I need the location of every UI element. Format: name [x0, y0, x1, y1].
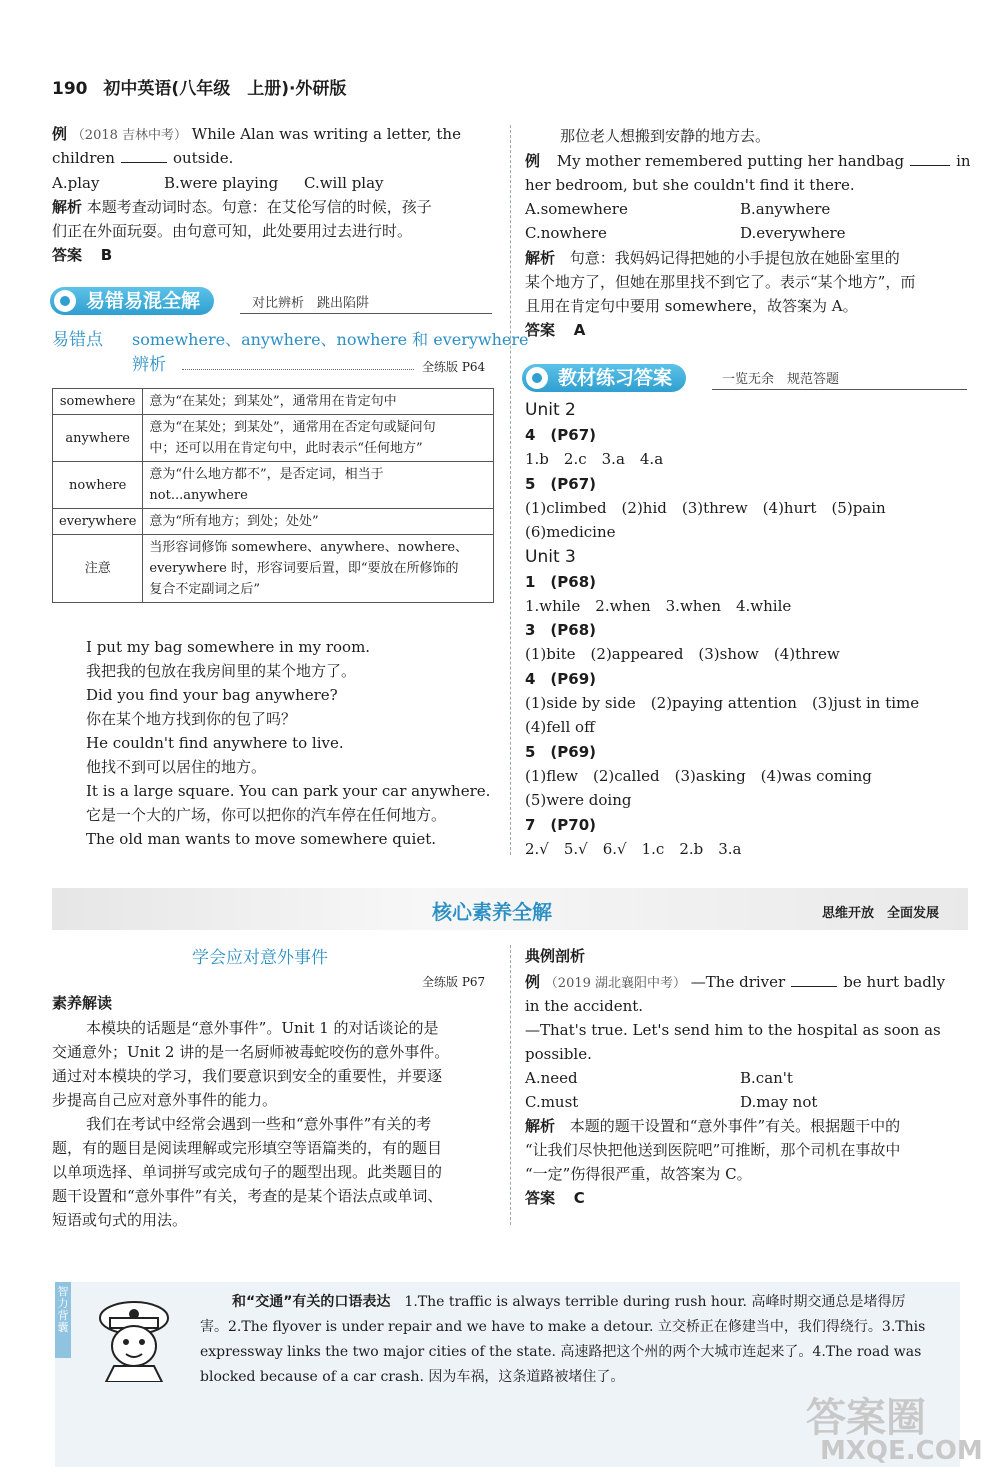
right-example-line2: her bedroom, but she couldn't find it there.: [525, 176, 855, 194]
tip-line-4: blocked because of a car crash. 因为车祸，这条道路被堵住了。: [200, 1369, 625, 1385]
answer-line: (5)were doing: [525, 791, 632, 810]
table-key: 注意: [53, 535, 143, 603]
core-left-source: 全练版 P67: [422, 975, 486, 989]
core-left-title: 学会应对意外事件: [192, 948, 328, 968]
core-band: [52, 888, 968, 930]
section-title-confusion: 易错易混全解: [50, 287, 214, 315]
point-label: 易错点: [52, 330, 103, 350]
table-value: 意为“什么地方都不”，是否定词，相当于 not...anywhere: [143, 462, 494, 509]
right-option-d: D.everywhere: [740, 224, 846, 242]
core-example-line3: —That's true. Let's send him to the hospital as soon as: [525, 1021, 941, 1039]
table-key: everywhere: [53, 509, 143, 535]
tip-tab: 智力背囊: [55, 1282, 71, 1358]
dotted-leader: [182, 369, 414, 370]
usage-example: 他找不到可以居住的地方。: [86, 758, 267, 776]
watermark-url: MXQE.COM: [820, 1436, 983, 1466]
tip-line-2: 害。2.The flyover is under repair and we have to make a detour. 立交桥正在修建当中，我们得绕行。3.This: [200, 1319, 926, 1335]
answer-line: 1.b 2.c 3.a 4.a: [525, 450, 664, 469]
left-example-line2: children outside.: [52, 149, 234, 167]
table-row: [53, 389, 494, 415]
page-header: [52, 74, 346, 99]
table-row: [53, 462, 494, 509]
section-rule: [712, 389, 967, 390]
right-analysis-1: 解析 句意：我妈妈记得把她的小手提包放在她卧室里的: [525, 249, 900, 267]
usage-example: It is a large square. You can park your car anywhere.: [86, 782, 491, 800]
usage-example: I put my bag somewhere in my room.: [86, 638, 371, 656]
core-option-b: B.can't: [740, 1069, 793, 1087]
table-key: somewhere: [53, 389, 143, 415]
section-rule: [240, 313, 492, 314]
core-left-line: 步提高自己应对意外事件的能力。: [52, 1091, 278, 1109]
core-left-line: 题干设置和“意外事件”有关，考查的是某个语法点或单词、: [52, 1187, 443, 1205]
tip-line-3: expressway links the two major cities of the state. 高速路把这个州的两个大城市连起来了。4.The road was: [200, 1344, 922, 1360]
core-example-line4: possible.: [525, 1045, 592, 1063]
core-subtitle: 思维开放 全面发展: [822, 906, 940, 921]
core-right-head: 典例剖析: [525, 947, 586, 965]
right-analysis-2: 某个地方了，但她在那里找不到它了。表示“某个地方”，而: [525, 273, 916, 291]
section-subtitle-confusion: 对比辨析 跳出陷阱: [252, 296, 370, 311]
police-cartoon-icon: [86, 1290, 182, 1382]
table-row: [53, 535, 494, 603]
tip-line-1: 和“交通”有关的口语表达 1.The traffic is always terrible during rush hour. 高峰时期交通总是堵得厉: [232, 1294, 906, 1310]
watermark-logo: 答案圈: [806, 1395, 926, 1441]
core-left-line: 通过对本模块的学习，我们要意识到安全的重要性，并要逐: [52, 1067, 443, 1085]
answer-blank: [791, 972, 837, 987]
page-number: 190: [52, 79, 88, 99]
usage-example: 它是一个大的广场，你可以把你的汽车停在任何地方。: [86, 806, 447, 824]
core-left-head: 素养解读: [52, 994, 113, 1012]
right-option-c: C.nowhere: [525, 224, 607, 242]
exercise-heading: 1 (P68): [525, 572, 597, 591]
core-left-line: 交通意外；Unit 2 讲的是一名厨师被毒蛇咬伤的意外事件。: [52, 1043, 450, 1061]
exercise-heading: 3 (P68): [525, 621, 597, 640]
right-option-a: A.somewhere: [525, 200, 628, 218]
core-title: 核心素养全解: [432, 900, 552, 924]
core-analysis-3: “一定”伤得很严重，故答案为 C。: [525, 1165, 752, 1183]
exercise-heading: 4 (P69): [525, 669, 597, 688]
usage-example: Did you find your bag anywhere?: [86, 686, 338, 704]
unit-heading: Unit 3: [525, 546, 576, 567]
left-answer: 答案 B: [52, 246, 113, 264]
point-source: 全练版 P64: [422, 360, 486, 374]
right-analysis-3: 且用在肯定句中要用 somewhere，故答案为 A。: [525, 297, 858, 315]
core-left-line: 以单项选择、单词拼写或完成句子的题型出现。此类题目的: [52, 1163, 443, 1181]
exercise-heading: 5 (P69): [525, 742, 597, 761]
exercise-heading: 4 (P67): [525, 426, 597, 444]
core-option-c: C.must: [525, 1093, 579, 1111]
section-subtitle-answers: 一览无余 规范答题: [722, 372, 840, 387]
table-value: 当形容词修饰 somewhere、anywhere、nowhere、 everywhere 时，形容词要后置，即“要放在所修饰的 复合不定副词之后”: [143, 535, 494, 603]
table-row: [53, 509, 494, 535]
table-row: [53, 415, 494, 462]
right-translation: 那位老人想搬到安静的地方去。: [560, 127, 771, 145]
core-option-a: A.need: [525, 1069, 578, 1087]
answer-line: (1)side by side (2)paying attention (3)just in time: [525, 694, 920, 712]
table-key: anywhere: [53, 415, 143, 462]
core-answer: 答案 C: [525, 1189, 585, 1207]
left-analysis-2: 们正在外面玩耍。由句意可知，此处要用过去进行时。: [52, 222, 413, 240]
column-divider-top: [510, 125, 511, 855]
table-key: nowhere: [53, 462, 143, 509]
unit-heading: Unit 2: [525, 400, 576, 420]
answer-line: 2.√ 5.√ 6.√ 1.c 2.b 3.a: [525, 839, 742, 858]
answer-line: (1)bite (2)appeared (3)show (4)threw: [525, 645, 840, 664]
answer-line: (1)climbed (2)hid (3)threw (4)hurt (5)pain: [525, 498, 886, 517]
answer-line: (6)medicine: [525, 523, 616, 542]
core-left-line: 本模块的话题是“意外事件”。Unit 1 的对话谈论的是: [86, 1019, 439, 1037]
section-title-answers: 教材练习答案: [522, 364, 686, 392]
table-value: 意为“所有地方；到处；处处”: [143, 509, 494, 535]
table-value: 意为“在某处；到某处”，通常用在否定句或疑问句 中；还可以用在肯定句中，此时表示“任何地方”: [143, 415, 494, 462]
answer-line: (4)fell off: [525, 718, 595, 737]
usage-example: 我把我的包放在我房间里的某个地方了。: [86, 662, 357, 680]
exercise-heading: 7 (P70): [525, 815, 597, 834]
comparison-table: [52, 388, 494, 603]
core-left-line: 题，有的题目是阅读理解或完形填空等语篇类的，有的题目: [52, 1139, 443, 1157]
right-example-line1: 例 My mother remembered putting her handbag in: [525, 152, 971, 170]
core-analysis-2: “让我们尽快把他送到医院吧”可推断，那个司机在事故中: [525, 1141, 901, 1159]
core-example-line2: in the accident.: [525, 997, 644, 1015]
right-option-b: B.anywhere: [740, 200, 831, 218]
right-answer: 答案 A: [525, 321, 586, 339]
table-value: 意为“在某处；到某处”，通常用在肯定句中: [143, 389, 494, 415]
answer-line: 1.while 2.when 3.when 4.while: [525, 596, 792, 615]
core-analysis-1: 解析 本题的题干设置和“意外事件”有关。根据题干中的: [525, 1117, 901, 1135]
point-title: somewhere、anywhere、nowhere 和 everywhere: [132, 330, 529, 349]
core-option-d: D.may not: [740, 1093, 818, 1111]
speaker-icon: [54, 290, 76, 312]
left-analysis-1: 解析 本题考查动词时态。句意：在艾伦写信的时候，孩子: [52, 198, 432, 216]
left-example-line1: 例 （2018 吉林中考） While Alan was writing a letter, the: [52, 125, 461, 143]
book-title: 初中英语(八年级 上册)·外研版: [103, 79, 347, 99]
column-divider-bottom: [510, 945, 511, 1225]
speaker-icon: [526, 367, 548, 389]
answer-blank: [121, 148, 167, 163]
usage-example: 你在某个地方找到你的包了吗？: [86, 710, 297, 728]
core-left-line: 短语或句式的用法。: [52, 1211, 188, 1229]
core-left-line: 我们在考试中经常会遇到一些和“意外事件”有关的考: [86, 1115, 432, 1133]
answer-line: (1)flew (2)called (3)asking (4)was coming: [525, 766, 872, 785]
usage-example: He couldn't find anywhere to live.: [86, 734, 344, 752]
answer-blank: [910, 151, 950, 166]
exercise-heading: 5 (P67): [525, 474, 597, 493]
point-title-2: 辨析: [132, 355, 166, 375]
core-example-line1: 例 （2019 湖北襄阳中考） —The driver be hurt badly: [525, 973, 946, 991]
usage-example: The old man wants to move somewhere quiet.: [86, 830, 436, 848]
